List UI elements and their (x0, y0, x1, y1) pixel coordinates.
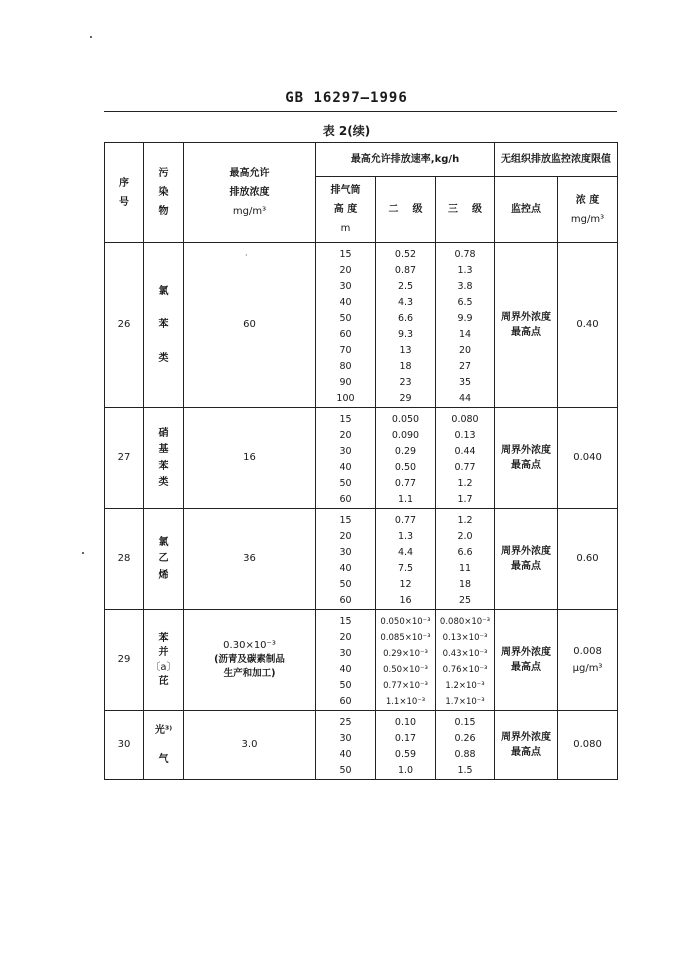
header-rule (104, 111, 617, 112)
header-stack-height: 排气筒 高 度 m (316, 177, 376, 243)
header-seq: 序 号 (105, 143, 144, 243)
row-grade2-rates: 0.10 0.17 0.59 1.0 (376, 711, 436, 780)
header-grade3: 三 级 (436, 177, 495, 243)
header-pollutant: 污 染 物 (144, 143, 184, 243)
row-concentration: 0.60 (558, 509, 618, 610)
header-grade2: 二 级 (376, 177, 436, 243)
row-seq: 26 (105, 243, 144, 408)
table-row (105, 610, 618, 711)
row-max-concentration: 16 (184, 408, 316, 509)
row-grade3-rates: 0.080 0.13 0.44 0.77 1.2 1.7 (436, 408, 495, 509)
row-concentration: 0.040 (558, 408, 618, 509)
row-monitor-point: 周界外浓度 最高点 (495, 509, 558, 610)
row-grade3-rates: 0.78 1.3 3.8 6.5 9.9 14 20 27 35 44 (436, 243, 495, 408)
row-pollutant-name: 氯 苯 类 (144, 243, 184, 408)
row-stack-heights: 15 20 30 40 50 60 (316, 610, 376, 711)
row-monitor-point: 周界外浓度 最高点 (495, 711, 558, 780)
row-concentration: 0.008 μg/m³ (558, 610, 618, 711)
row-grade3-rates: 1.2 2.0 6.6 11 18 25 (436, 509, 495, 610)
row-pollutant-name: 氯 乙 烯 (144, 509, 184, 610)
row-seq: 30 (105, 711, 144, 780)
table-caption: 表 2(续) (322, 124, 371, 138)
row-stack-heights: 15 20 30 40 50 60 70 80 90 100 (316, 243, 376, 408)
emission-table (104, 142, 618, 780)
standard-code: GB 16297—1996 (285, 90, 408, 106)
header-emission-rate: 最高允许排放速率,kg/h (316, 143, 495, 177)
row-monitor-point: 周界外浓度 最高点 (495, 408, 558, 509)
table-row (105, 408, 618, 509)
row-grade2-rates: 0.77 1.3 4.4 7.5 12 16 (376, 509, 436, 610)
row-seq: 29 (105, 610, 144, 711)
row-grade2-rates: 0.050 0.090 0.29 0.50 0.77 1.1 (376, 408, 436, 509)
row-grade3-rates: 0.080×10⁻³ 0.13×10⁻³ 0.43×10⁻³ 0.76×10⁻³ 1.2×10⁻³ 1.7×10⁻³ (436, 610, 495, 711)
header-concentration: 浓 度 mg/m³ (558, 177, 618, 243)
row-grade3-rates: 0.15 0.26 0.88 1.5 (436, 711, 495, 780)
header-monitor-point: 监控点 (495, 177, 558, 243)
table-row (105, 711, 618, 780)
row-max-concentration: · 60 (184, 243, 316, 408)
row-stack-heights: 15 20 30 40 50 60 (316, 509, 376, 610)
row-pollutant-name: 苯 并 〔a〕 芘 (144, 610, 184, 711)
row-seq: 28 (105, 509, 144, 610)
scan-speck (82, 552, 84, 554)
row-seq: 27 (105, 408, 144, 509)
header-fugitive-limit: 无组织排放监控浓度限值 (495, 143, 618, 177)
table-row (105, 509, 618, 610)
row-monitor-point: 周界外浓度 最高点 (495, 243, 558, 408)
row-stack-heights: 15 20 30 40 50 60 (316, 408, 376, 509)
row-max-concentration: 3.0 (184, 711, 316, 780)
row-stack-heights: 25 30 40 50 (316, 711, 376, 780)
scan-speck (90, 36, 92, 38)
row-max-concentration: 0.30×10⁻³ (沥青及碳素制品 生产和加工) (184, 610, 316, 711)
row-pollutant-name: 光³⁾ 气 (144, 711, 184, 780)
row-grade2-rates: 0.52 0.87 2.5 4.3 6.6 9.3 13 18 23 29 (376, 243, 436, 408)
row-pollutant-name: 硝 基 苯 类 (144, 408, 184, 509)
row-concentration: 0.080 (558, 711, 618, 780)
row-monitor-point: 周界外浓度 最高点 (495, 610, 558, 711)
row-grade2-rates: 0.050×10⁻³ 0.085×10⁻³ 0.29×10⁻³ 0.50×10⁻³ 0.77×10⁻³ 1.1×10⁻³ (376, 610, 436, 711)
header-max-concentration: 最高允许 排放浓度 mg/m³ (184, 143, 316, 243)
row-max-concentration: 36 (184, 509, 316, 610)
row-concentration: 0.40 (558, 243, 618, 408)
table-row (105, 243, 618, 408)
